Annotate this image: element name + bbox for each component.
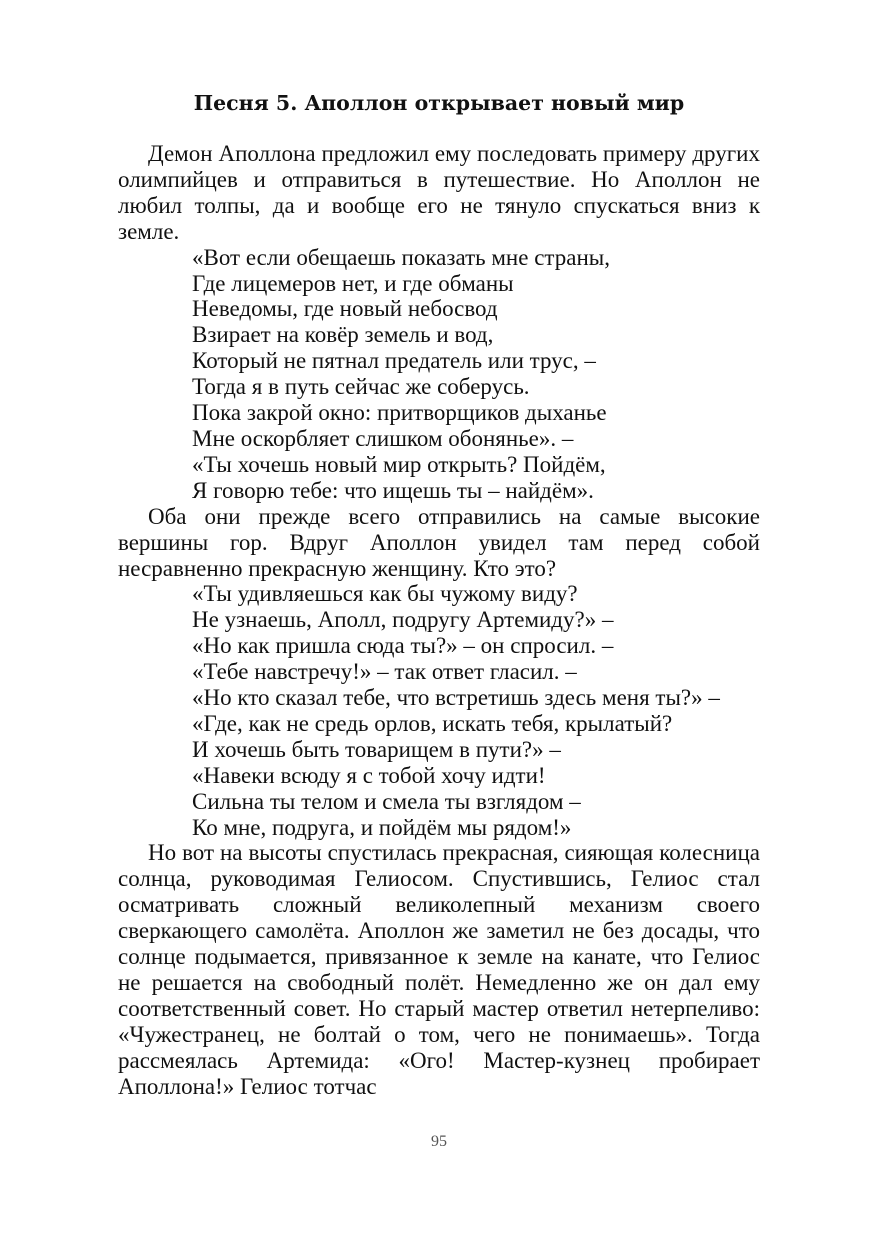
verse-line: Неведомы, где новый небосвод: [192, 296, 498, 322]
verse-line: Мне оскорбляет слишком обонянье». –: [192, 425, 574, 451]
verse-line: Который не пятнал предатель или трус, –: [192, 348, 596, 374]
verse-line: Пока закрой окно: притворщиков дыханье: [192, 400, 607, 426]
verse-block: [118, 581, 760, 840]
verse-line: Я говорю тебе: что ищешь ты – найдём».: [192, 477, 594, 503]
verse-line: «Но кто сказал тебе, что встретишь здесь меня ты?» –: [192, 685, 720, 711]
verse-line: Сильна ты телом и смела ты взглядом –: [192, 788, 581, 814]
verse-line: «Но как пришла сюда ты?» – он спросил. –: [192, 633, 614, 659]
page-number: 95: [431, 1133, 447, 1150]
verse-line: «Тебе навстречу!» – так ответ гласил. –: [192, 659, 577, 685]
paragraph: Демон Аполлона предложил ему последовать примеру других олимпийцев и отправиться в путешествие. Но Аполлон не любил толпы, да и вообще его не тянуло спускаться вниз к земле.: [118, 141, 760, 244]
verse-line: Где лицемеров нет, и где обманы: [192, 270, 514, 296]
paragraph: Но вот на высоты спустилась прекрасная, сияющая колесница солнца, руководимая Гелиосом. Спустившись, Гелиос стал осматривать сложный великолепный механизм своего сверкающего самолёта. Аполлон же заметил не без досады, что солнце подымается, привязанное к земле на канате, что Гелиос не решается на свободный полёт. Немедленно же он дал ему соответственный совет. Но старый мастер ответил нетерпеливо: «Чужестранец, не болтай о том, чего не понимаешь». Тогда рассмеялась Артемида: «Ого! Мастер-кузнец пробирает Аполлона!» Гелиос тотчас: [118, 840, 760, 1099]
chapter-title: Песня 5. Аполлон открывает новый мир: [193, 91, 685, 115]
paragraph: Оба они прежде всего отправились на самые высокие вершины гор. Вдруг Аполлон увидел там перед собой несравненно прекрасную женщину. Кто это?: [118, 503, 760, 581]
verse-line: Не узнаешь, Аполл, подругу Артемиду?» –: [192, 607, 614, 633]
verse-block: [118, 245, 760, 504]
body-text: [118, 141, 760, 1100]
verse-line: Ко мне, подруга, и пойдём мы рядом!»: [192, 814, 572, 840]
verse-line: «Ты удивляешься как бы чужому виду?: [192, 581, 578, 607]
verse-line: «Вот если обещаешь показать мне страны,: [192, 244, 610, 270]
verse-line: Взирает на ковёр земель и вод,: [192, 322, 494, 348]
verse-line: Тогда я в путь сейчас же соберусь.: [192, 374, 530, 400]
verse-line: «Навеки всюду я с тобой хочу идти!: [192, 762, 546, 788]
verse-line: «Ты хочешь новый мир открыть? Пойдём,: [192, 451, 606, 477]
verse-line: «Где, как не средь орлов, искать тебя, крылатый?: [192, 710, 673, 736]
verse-line: И хочешь быть товарищем в пути?» –: [192, 736, 561, 762]
